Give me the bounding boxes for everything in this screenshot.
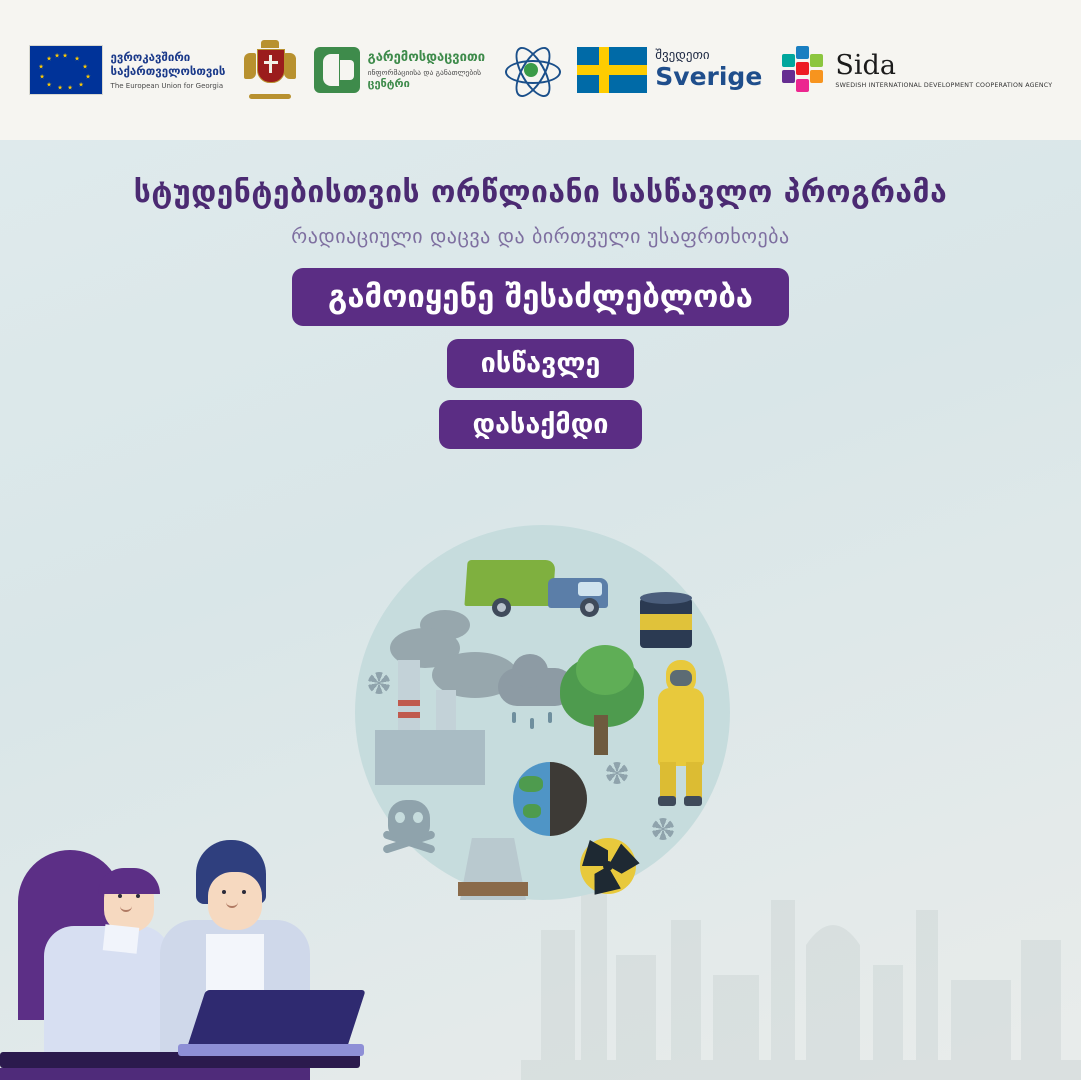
garbage-truck-wheel (580, 598, 599, 617)
earth-globe-icon (513, 762, 587, 836)
eu-flag-icon (29, 45, 103, 95)
tree-canopy-highlight (576, 645, 634, 695)
logo-eu-line2: საქართველოსთვის (110, 64, 226, 79)
hazmat-boot (684, 796, 702, 806)
two-students-with-laptop (0, 780, 400, 1080)
logo-sida-sub: SWEDISH INTERNATIONAL DEVELOPMENT COOPERATION AGENCY (835, 81, 1053, 89)
logo-sweden (577, 47, 762, 93)
logo-sida-wordmark: Sida (835, 49, 896, 81)
logo-sweden-text (655, 49, 762, 91)
logo-eu-text (111, 50, 226, 91)
radiation-warning-sign-icon (580, 838, 636, 894)
barrel-hazard-band (640, 614, 692, 630)
logo-eu-for-georgia (29, 45, 226, 95)
heading-block (0, 175, 1081, 449)
hazmat-suit (658, 688, 704, 766)
sweden-flag-icon (577, 47, 647, 93)
badge-study: ისწავლე (447, 339, 635, 388)
badge-opportunity: გამოიყენე შესაძლებლობა (292, 268, 789, 326)
hazmat-leg (660, 762, 676, 800)
logo-sida (779, 46, 1052, 94)
laptop-base (178, 1044, 364, 1056)
radiation-trefoil-icon (652, 818, 674, 840)
barrel-lid (640, 592, 692, 604)
smokestack-stripe (398, 700, 420, 706)
logo-nuclear-agency (502, 41, 560, 99)
sida-squares-icon (779, 46, 827, 94)
logo-wmc-line1: გარემოსდაცვითი (367, 50, 486, 66)
garbage-truck-wheel (492, 598, 511, 617)
radiation-trefoil-icon (606, 762, 628, 784)
logo-government-of-georgia (243, 39, 297, 101)
program-subtitle: რადიაციული დაცვა და ბირთვული უსაფრთხოება (291, 224, 790, 248)
logo-sweden-line2: Sverige (655, 62, 763, 92)
hazmat-leg (686, 762, 702, 800)
desk-edge (0, 1068, 310, 1080)
factory-smokestacks-icon (398, 660, 420, 738)
cooling-tower-band (458, 882, 528, 896)
student-left-collar (103, 924, 140, 953)
hazmat-respirator (670, 670, 692, 686)
logo-eu-sub: The European Union for Georgia (110, 81, 224, 90)
hazmat-boot (658, 796, 676, 806)
logo-sweden-line1: შვედეთი (655, 48, 710, 64)
logo-wmc-line3: ცენტრი (367, 76, 410, 90)
smokestack-stripe (398, 712, 420, 718)
logo-wmc-text (368, 50, 485, 90)
leaf-book-icon (314, 47, 360, 93)
garbage-truck-icon (464, 560, 555, 606)
factory-building (375, 730, 485, 785)
logo-sida-text (835, 49, 1053, 89)
radiation-trefoil-icon (368, 672, 390, 694)
atom-icon (502, 41, 560, 99)
georgia-coat-of-arms-icon (243, 39, 297, 101)
logo-wmc-line2: ინფორმაციისა და განათლების (367, 67, 482, 77)
logo-eu-line1: ევროკავშირი (110, 49, 191, 64)
program-title: სტუდენტებისთვის ორწლიანი სასწავლო პროგრამა (133, 175, 948, 210)
laptop-icon (186, 990, 365, 1050)
badge-employment: დასაქმდი (439, 400, 643, 449)
logo-waste-management-centre (314, 47, 485, 93)
garbage-truck-window (578, 582, 602, 596)
partner-logo-bar (0, 0, 1081, 140)
tree-trunk (594, 715, 608, 755)
